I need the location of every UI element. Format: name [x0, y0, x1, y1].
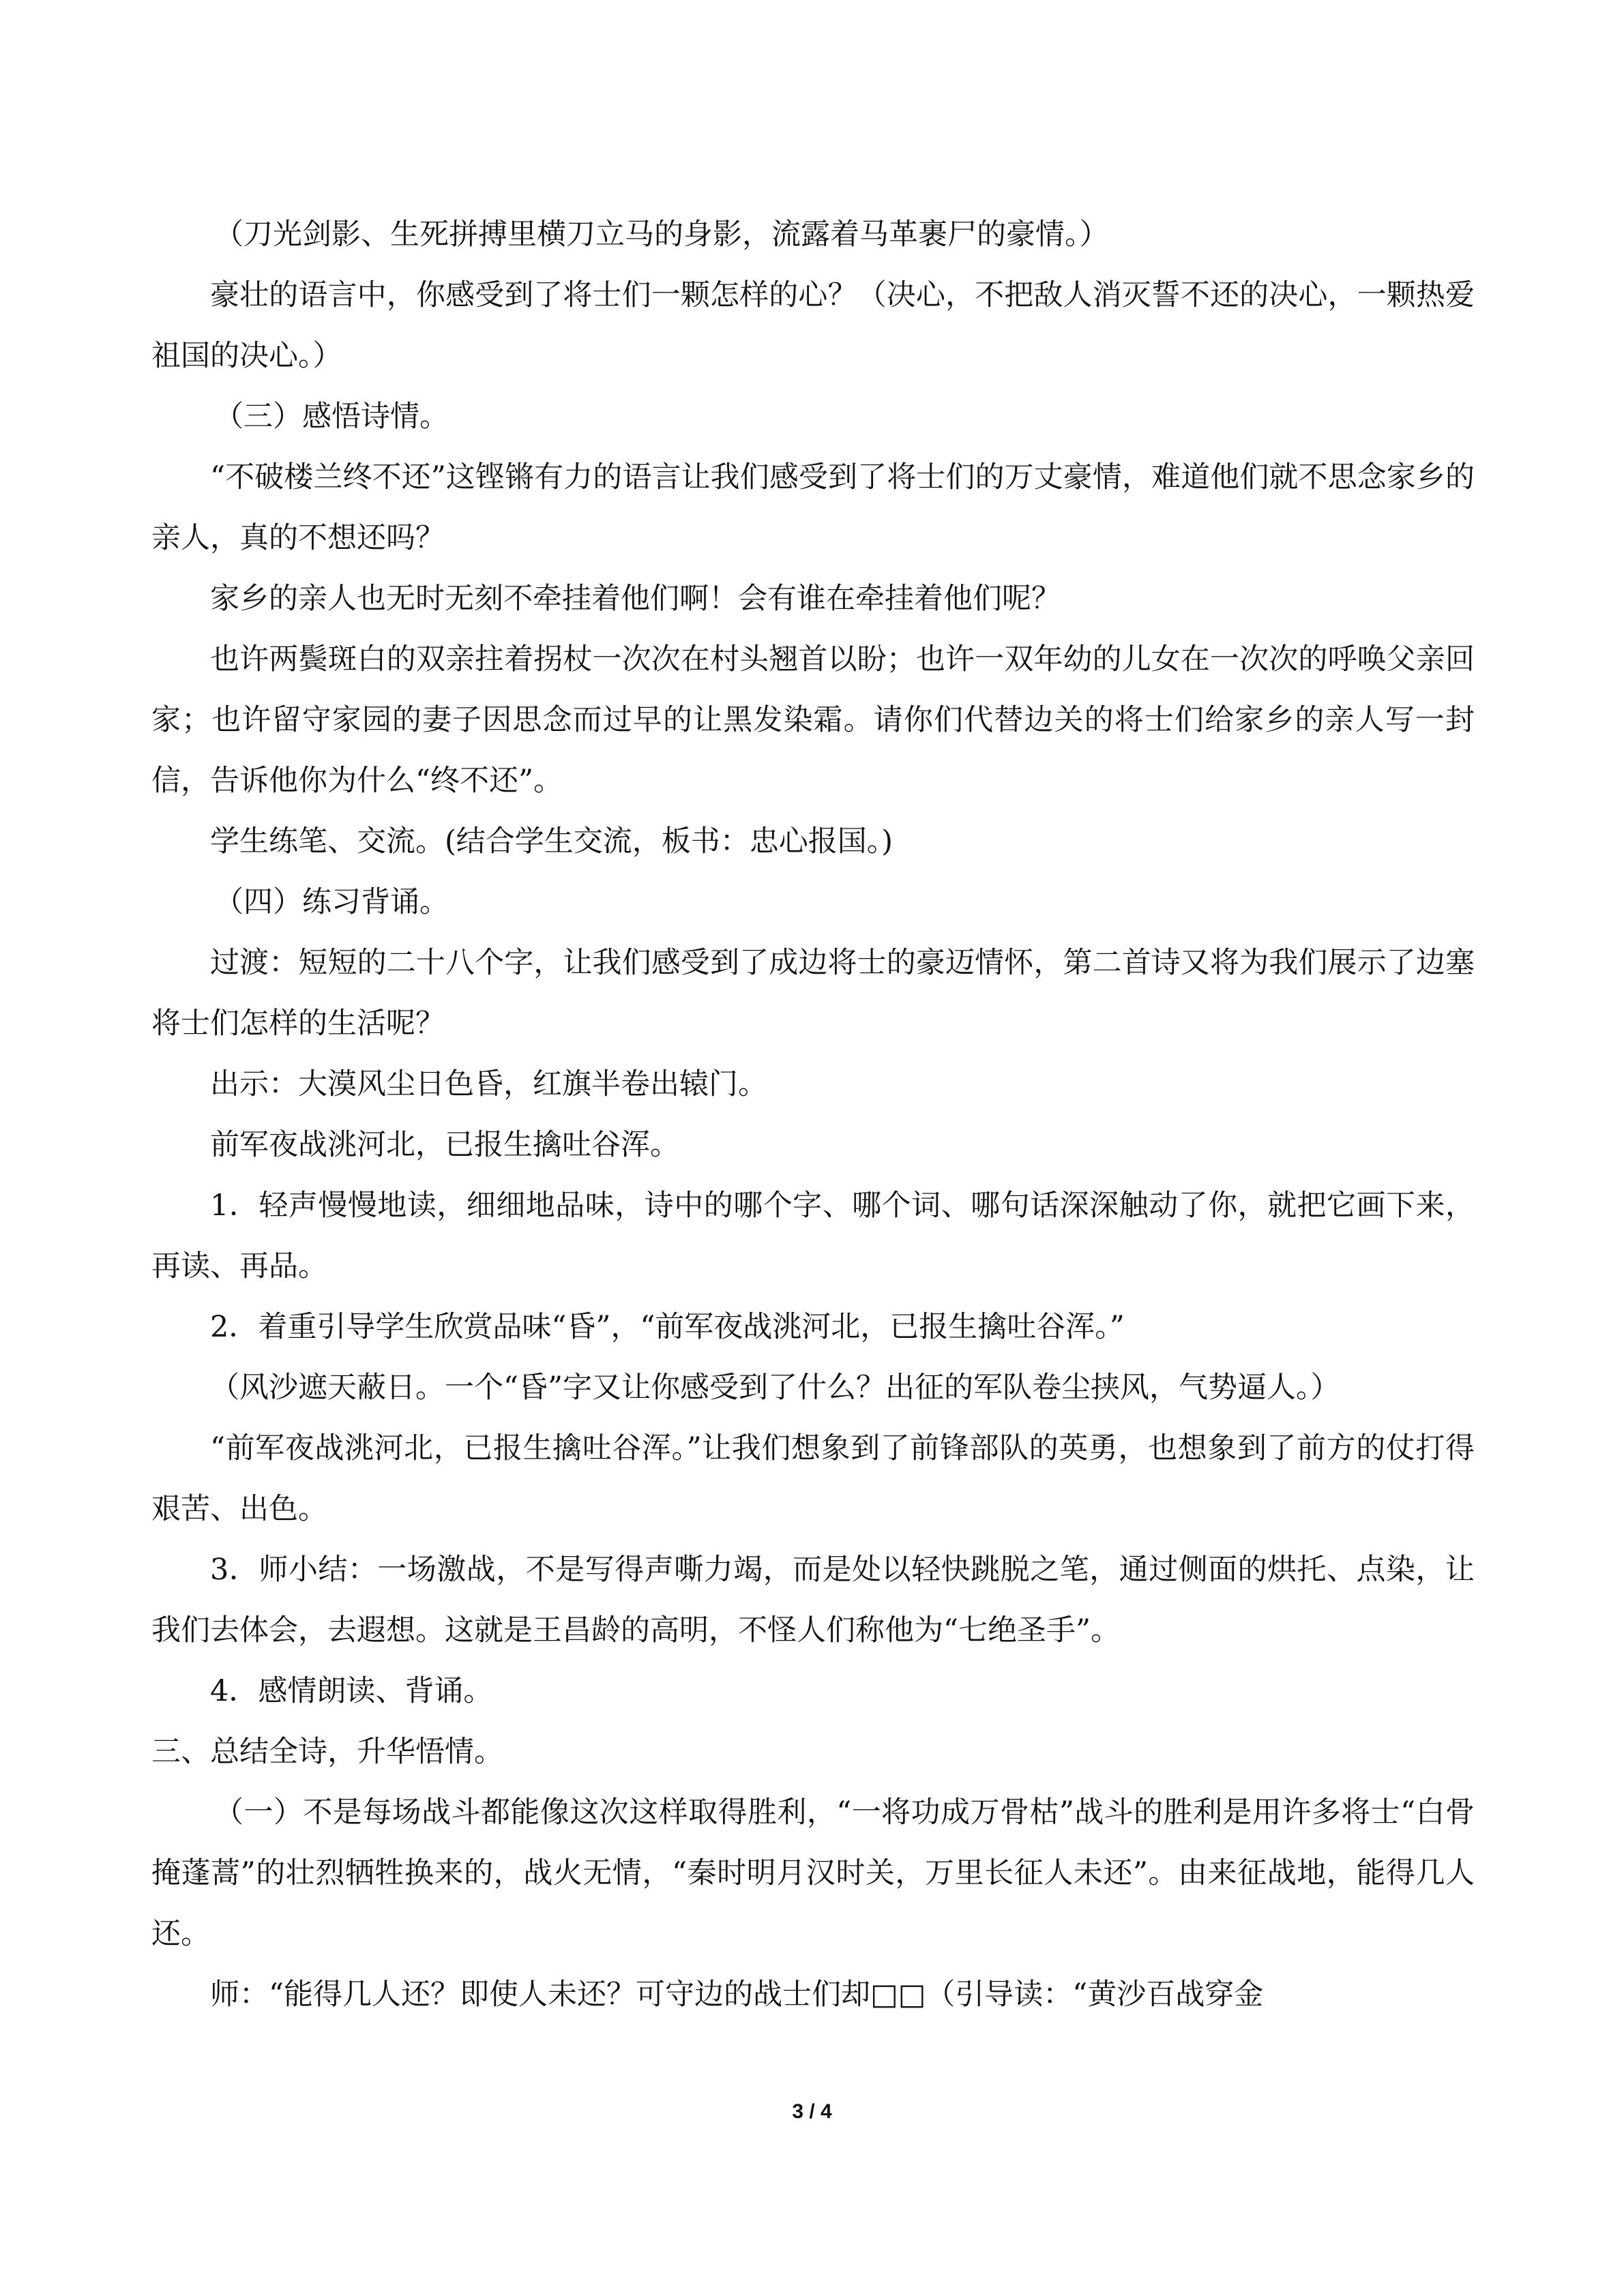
- paragraph: 4．感情朗读、背诵。: [210, 1674, 493, 1708]
- paragraph: 1．轻声慢慢地读，细细地品味，诗中的哪个字、哪个词、哪句话深深触动了你，就把它画下来，再读、再品。: [151, 1189, 1475, 1283]
- page-number: 3 / 4: [792, 2100, 832, 2123]
- paragraph: 家乡的亲人也无时无刻不牵挂着他们啊！会有谁在牵挂着他们呢？: [210, 582, 1061, 616]
- paragraph: （一）不是每场战斗都能像这次这样取得胜利，“一将功成万骨枯”战斗的胜利是用许多将士“白骨掩蓬蒿”的壮烈牺牲换来的，战火无情，“秦时明月汉时关，万里长征人未还”。由来征战地，能得几人还。: [151, 1795, 1475, 1951]
- paragraph: （刀光剑影、生死拼搏里横刀立马的身影，流露着马革裹尸的豪情。）: [214, 218, 1109, 252]
- paragraph: 学生练笔、交流。(结合学生交流，板书：忠心报国。): [210, 824, 894, 859]
- paragraph: 过渡：短短的二十八个字，让我们感受到了成边将士的豪迈情怀，第二首诗又将为我们展示了边塞将士们怎样的生活呢？: [151, 946, 1475, 1041]
- paragraph: 也许两鬓斑白的双亲拄着拐杖一次次在村头翘首以盼；也许一双年幼的儿女在一次次的呼唤父亲回家；也许留守家园的妻子因思念而过早的让黑发染霜。请你们代替边关的将士们给家乡的亲人写一封信，告诉他你为什么“终不还”。: [151, 642, 1475, 798]
- paragraph: （风沙遮天蔽日。一个“昏”字又让你感受到了什么？出征的军队卷尘挟风，气势逼人。）: [210, 1371, 1340, 1405]
- paragraph: 出示：大漠风尘日色昏，红旗半卷出辕门。: [210, 1067, 767, 1101]
- paragraph: 豪壮的语言中，你感受到了将士们一颗怎样的心？（决心，不把敌人消灭誓不还的决心，一颗热爱祖国的决心。）: [151, 278, 1475, 373]
- paragraph: 2．着重引导学生欣赏品味“昏”，“前军夜战洮河北，已报生擒吐谷浑。”: [210, 1310, 1125, 1344]
- paragraph: 前军夜战洮河北，已报生擒吐谷浑。: [210, 1128, 679, 1162]
- paragraph: 3．师小结：一场激战，不是写得声嘶力竭，而是处以轻快跳脱之笔，通过侧面的烘托、点染，让我们去体会，去遐想。这就是王昌龄的高明，不怪人们称他为“七绝圣手”。: [151, 1553, 1475, 1648]
- paragraph: （四）练习背诵。: [214, 885, 449, 919]
- paragraph: 三、总结全诗，升华悟情。: [151, 1735, 503, 1769]
- paragraph: “不破楼兰终不还”这铿锵有力的语言让我们感受到了将士们的万丈豪情，难道他们就不思念家乡的亲人，真的不想还吗？: [151, 460, 1475, 555]
- document-body: [151, 205, 1475, 2025]
- paragraph: 师：“能得几人还？即使人未还？可守边的战士们却□□（引导读：“黄沙百战穿金: [210, 1978, 1264, 2012]
- paragraph: （三）感悟诗情。: [214, 400, 449, 434]
- paragraph: “前军夜战洮河北，已报生擒吐谷浑。”让我们想象到了前锋部队的英勇，也想象到了前方的仗打得艰苦、出色。: [151, 1431, 1475, 1526]
